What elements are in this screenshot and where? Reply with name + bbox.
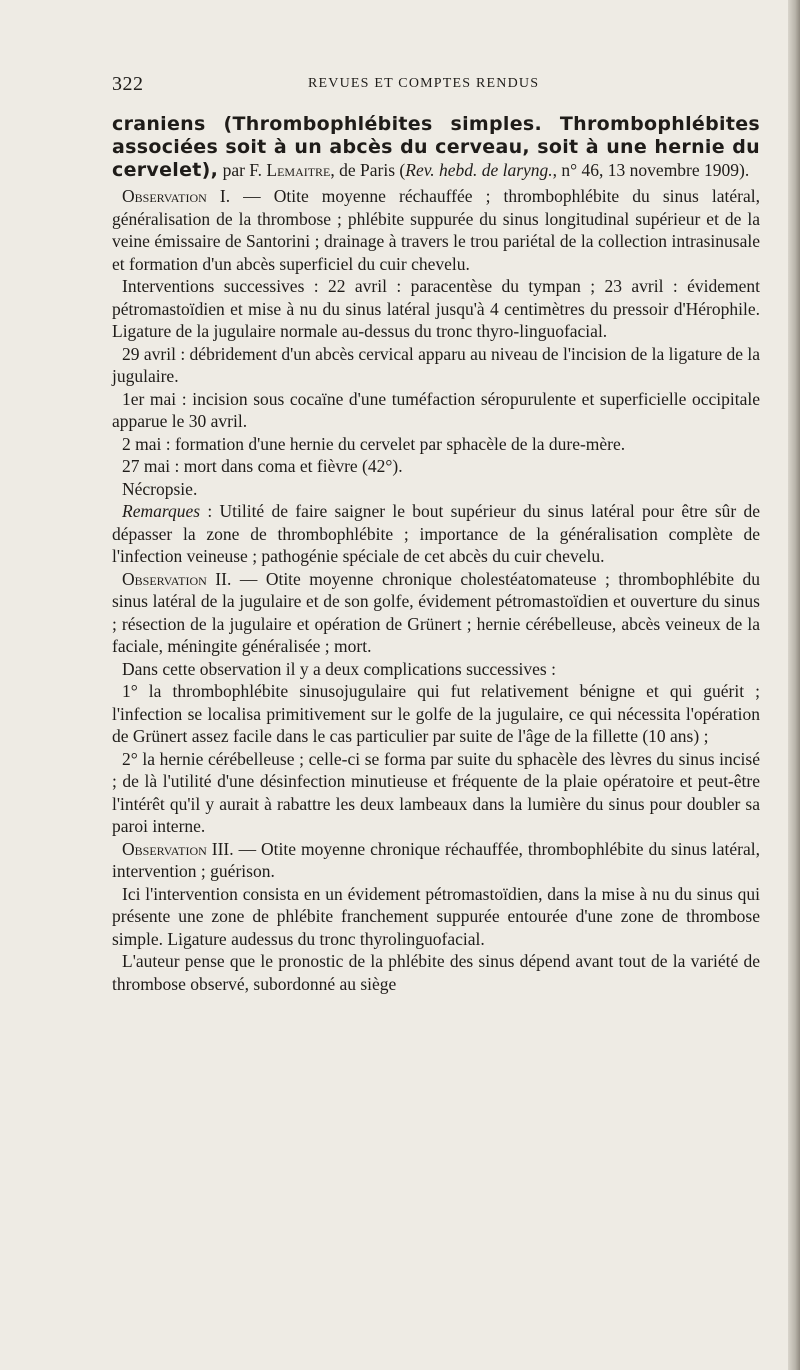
- author-name: Lemaitre: [266, 160, 331, 180]
- paragraph-remarques: [112, 500, 760, 568]
- remarques-text: : Utilité de faire saigner le bout supérieur du sinus latéral pour être sûr de dépasser la zone de thrombophlébite ; importance de la généralisation complète de l'infection veineuse ; pathogénie spéciale de cet abcès du cuir chevelu.: [112, 501, 760, 566]
- observation-1-text: — Otite moyenne réchauffée ; thrombophlébite du sinus latéral, généralisation de la thrombose ; phlébite suppurée du sinus longitudinal supérieur et de la veine émissaire de Santorini ; drainage à travers le trou pariétal de la collection intrasinusale et formation d'un abcès superficiel du cuir chevelu.: [112, 186, 760, 274]
- page-number: 322: [112, 73, 144, 95]
- paragraph-complication-2: 2° la hernie cérébelleuse ; celle-ci se forma par suite du sphacèle des lèvres du sinus incisé ; de là l'utilité d'une désinfection minutieuse et fréquente de la plaie opératoire et peut-être l'intérêt qu'il y aurait à rabattre les deux lambeaux dans la lumière du sinus pour doubler sa paroi interne.: [112, 748, 760, 836]
- paragraph-complication-1: 1° la thrombophlébite sinusojugulaire qui fut relativement bénigne et qui guérit ; l'infection se localisa primitivement sur le golfe de la jugulaire, ce qui nécessita l'opération de Grünert assez facile dans le cas particulier par suite de l'âge de la fillette (10 ans) ;: [112, 681, 760, 746]
- paragraph-necropsie: Nécropsie.: [122, 478, 198, 499]
- page-edge-shadow: [788, 0, 800, 1370]
- article-title: [112, 113, 760, 182]
- journal-name: Rev. hebd. de laryng.: [405, 160, 553, 180]
- paragraph-auteur: L'auteur pense que le pronostic de la phlébite des sinus dépend avant tout de la variété de thrombose observé, subordonné au siège: [112, 951, 760, 994]
- observation-2-text: — Otite moyenne chronique cholestéatomateuse ; thrombophlébite du sinus latéral de la jugulaire et de son golfe, évidement pétromastoïdien et ouverture du sinus ; résection de la jugulaire et opération de Grünert ; hernie cérébelleuse, abcès veineux de la faciale, méningite généralisée ; mort.: [112, 568, 760, 656]
- running-head: REVUES ET COMPTES RENDUS: [308, 76, 540, 91]
- observation-2: [112, 568, 760, 658]
- observation-1-label: Observation I.: [122, 186, 231, 206]
- remarques-label: Remarques: [122, 501, 201, 521]
- paragraph-2-mai: 2 mai : formation d'une hernie du cervelet par sphacèle de la dure-mère.: [122, 433, 626, 454]
- paragraph-complications: Dans cette observation il y a deux complications successives :: [122, 658, 556, 679]
- title-after-author: , de Paris (: [330, 160, 406, 180]
- page-header: [112, 73, 762, 99]
- observation-3-text: — Otite moyenne chronique réchauffée, thrombophlébite du sinus latéral, intervention ; guérison.: [112, 838, 760, 881]
- paragraph-27-mai: 27 mai : mort dans coma et fièvre (42°).: [122, 456, 403, 476]
- paragraph-intervention-detail: Ici l'intervention consista en un évidement pétromastoïdien, dans la mise à nu du sinus qui présente une zone de phlébite franchement suppurée entourée d'une zone de thrombose simple. Ligature audessus du tronc thyrolinguofacial.: [112, 883, 760, 949]
- journal-ref: , n° 46, 13 novembre 1909).: [552, 160, 750, 180]
- observation-2-label: Observation II.: [122, 568, 232, 589]
- observation-3-label: Observation III.: [122, 838, 234, 859]
- article-title-bold: craniens (Thrombophlébites simples. Thrombophlébites associées soit à un abcès du cerveau, soit à une hernie du cervelet),: [112, 113, 760, 181]
- paragraph-29-avril: 29 avril : débridement d'un abcès cervical apparu au niveau de l'incision de la ligature de la jugulaire.: [112, 343, 760, 386]
- observation-1: [112, 185, 760, 275]
- article-body: [112, 113, 760, 995]
- title-par: par F.: [218, 160, 267, 180]
- paragraph-interventions: Interventions successives : 22 avril : paracentèse du tympan ; 23 avril : évidement pétromastoïdien et mise à nu du sinus latéral jusqu'à 4 centimètres du pressoir d'Hérophile. Ligature de la jugulaire normale au-dessus du tronc thyro-linguofacial.: [112, 276, 760, 341]
- observation-3: [112, 838, 760, 883]
- paragraph-1er-mai: 1er mai : incision sous cocaïne d'une tuméfaction séropurulente et superficielle occipitale apparue le 30 avril.: [112, 388, 760, 431]
